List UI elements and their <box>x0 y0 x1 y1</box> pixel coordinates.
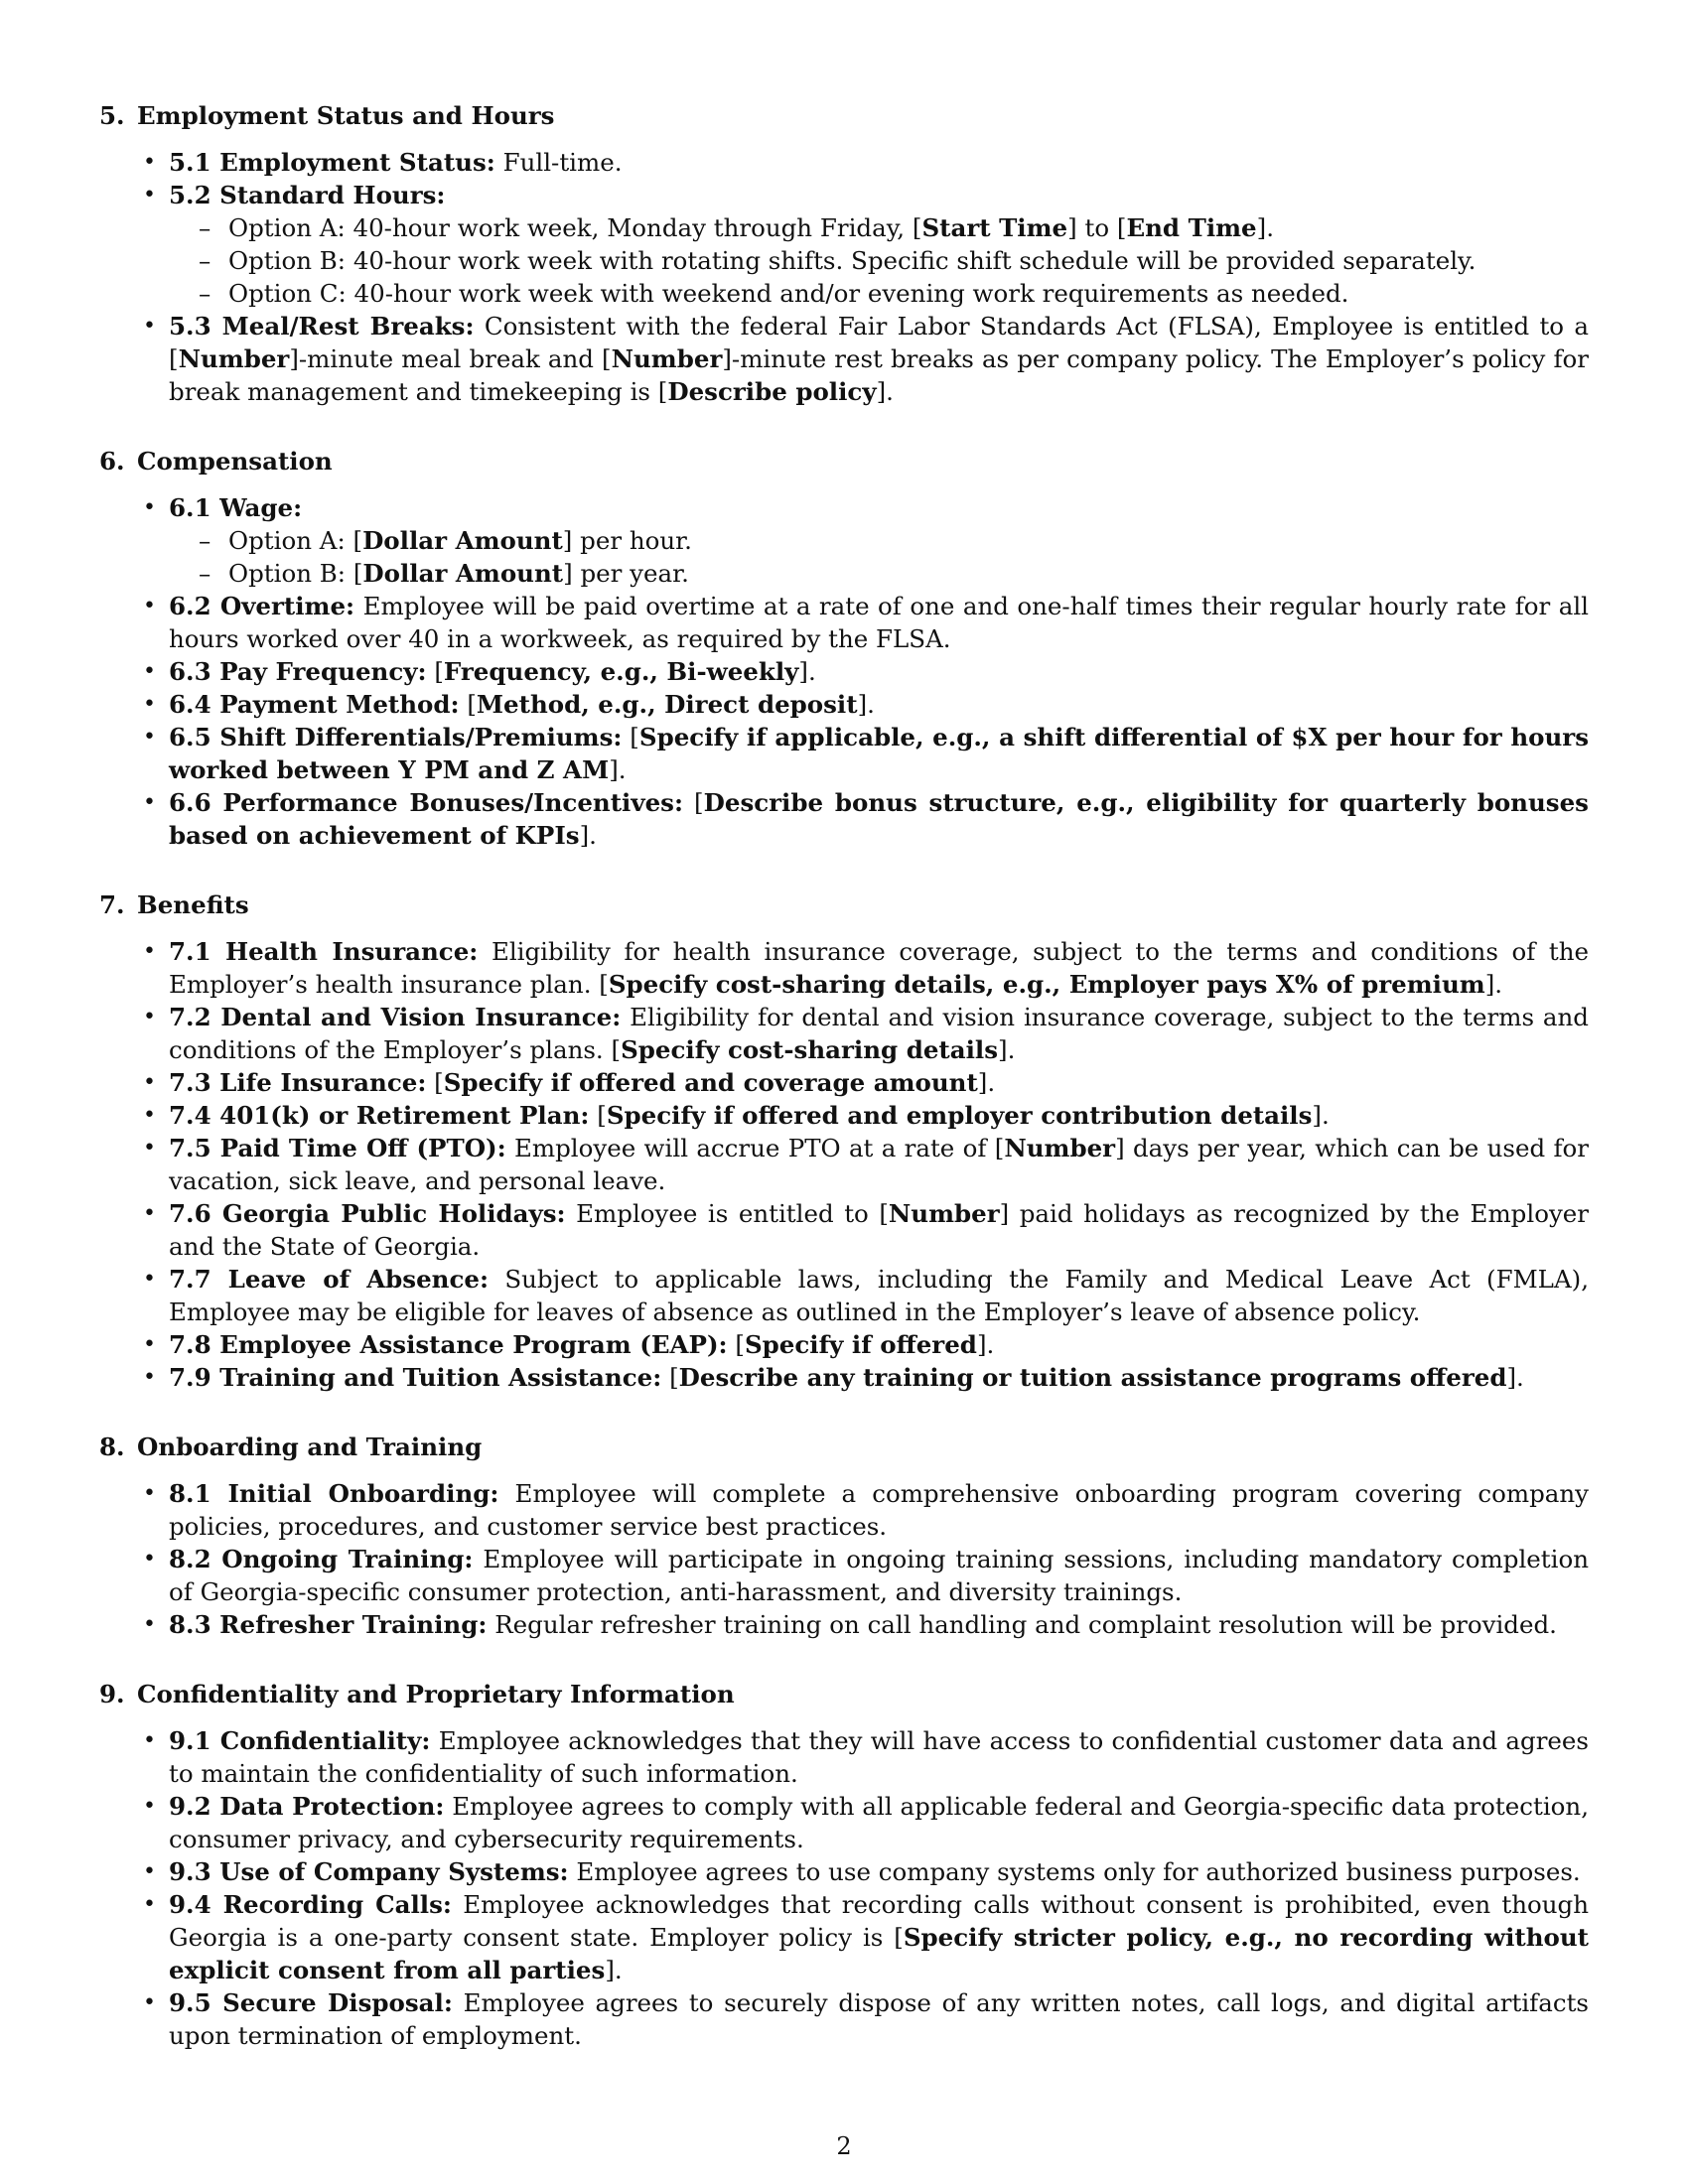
bold-text: 6.2 Overtime: <box>169 592 355 620</box>
text: Option A: [ <box>228 526 363 555</box>
text: ]. <box>1506 1363 1524 1392</box>
bold-text: 8.3 Refresher Training: <box>169 1610 488 1639</box>
text: [ <box>727 1330 745 1359</box>
item-list <box>99 935 1589 1394</box>
bold-text: 5.3 Meal/Rest Breaks: <box>169 312 475 341</box>
list-item <box>169 1328 1589 1361</box>
text: [ <box>622 723 639 751</box>
bold-text: Dollar Amount <box>362 526 563 555</box>
bold-text: 7.6 Georgia Public Holidays: <box>169 1199 566 1228</box>
list-item <box>169 310 1589 408</box>
bold-text: Describe policy <box>667 377 877 406</box>
text: [ <box>661 1363 679 1392</box>
text: ] per year. <box>563 559 689 588</box>
text: ]. <box>857 690 875 719</box>
text: Option A: 40-hour work week, Monday through Friday, [ <box>228 213 922 242</box>
bold-text: Number <box>1004 1134 1116 1162</box>
bold-text: 8.2 Ongoing Training: <box>169 1545 474 1573</box>
item-list <box>99 491 1589 852</box>
list-item <box>169 590 1589 655</box>
list-item <box>169 1724 1589 1790</box>
section-heading <box>99 445 1589 478</box>
section <box>99 445 1589 852</box>
text: ] per hour. <box>562 526 692 555</box>
text: [ <box>426 1068 444 1097</box>
list-item <box>169 1608 1589 1641</box>
text: ]. <box>605 1956 623 1984</box>
section-number: 6. <box>99 447 125 476</box>
section-heading <box>99 99 1589 132</box>
bold-text: 8.1 Initial Onboarding: <box>169 1479 499 1508</box>
document-body <box>99 99 1589 2089</box>
text: Eligibility for dental and vision insurance coverage, subject to the terms and conditions of the Employer’s plans. [ <box>169 1003 1589 1064</box>
text: [ <box>459 690 477 719</box>
list-item <box>169 688 1589 721</box>
bold-text: Frequency, e.g., Bi-weekly <box>443 657 799 686</box>
bold-text: Specify if applicable, e.g., a shift differential of $X per hour for hours worked between Y PM and Z AM <box>169 723 1589 784</box>
bold-text: Describe bonus structure, e.g., eligibility for quarterly bonuses based on achievement of KPIs <box>169 788 1589 850</box>
text: ]. <box>976 1330 995 1359</box>
text: Employee will be paid overtime at a rate of one and one-half times their regular hourly rate for all hours worked over 40 in a workweek, as required by the FLSA. <box>169 592 1590 653</box>
bold-text: Method, e.g., Direct deposit <box>476 690 858 719</box>
text: Full-time. <box>494 148 623 177</box>
text: ]. <box>798 657 816 686</box>
list-item <box>169 655 1589 688</box>
text: Subject to applicable laws, including the Family and Medical Leave Act (FMLA), Employee may be eligible for leaves of absence as outlined in the Employer’s leave of absence policy. <box>169 1265 1589 1326</box>
option-item <box>228 524 1589 557</box>
section-number: 7. <box>99 890 125 919</box>
section <box>99 1678 1589 2052</box>
list-item <box>169 1361 1589 1394</box>
bold-text: Start Time <box>921 213 1068 242</box>
bold-text: Specify if offered and coverage amount <box>443 1068 978 1097</box>
text: Employee will complete a comprehensive onboarding program covering company policies, procedures, and customer service best practices. <box>169 1479 1590 1541</box>
list-item <box>169 1263 1589 1328</box>
list-item <box>169 1066 1589 1099</box>
item-list <box>99 1724 1589 2052</box>
section-title: Compensation <box>137 447 333 476</box>
option-item <box>228 244 1589 277</box>
bold-text: 9.1 Confidentiality: <box>169 1726 431 1755</box>
section-number: 8. <box>99 1433 125 1461</box>
list-item <box>169 1477 1589 1543</box>
text: [ <box>426 657 444 686</box>
list-item <box>169 721 1589 786</box>
bold-text: 6.4 Payment Method: <box>169 690 460 719</box>
section-title: Confidentiality and Proprietary Information <box>137 1680 735 1708</box>
text: Employee agrees to use company systems only for authorized business purposes. <box>568 1857 1581 1886</box>
list-item <box>169 1099 1589 1132</box>
list-item <box>169 786 1589 852</box>
text: ]. <box>1484 970 1503 999</box>
list-item <box>169 146 1589 179</box>
list-item <box>169 1132 1589 1197</box>
bold-text: 6.3 Pay Frequency: <box>169 657 427 686</box>
section-heading <box>99 888 1589 921</box>
text: ]. <box>579 821 597 850</box>
bold-text: Dollar Amount <box>362 559 564 588</box>
text: Eligibility for health insurance coverage, subject to the terms and conditions of the Employer’s health insurance plan. [ <box>169 937 1590 999</box>
page-number: 2 <box>836 2132 852 2160</box>
item-list <box>99 146 1589 408</box>
text: Option C: 40-hour work week with weekend and/or evening work requirements as needed. <box>228 279 1349 308</box>
list-item <box>169 1855 1589 1888</box>
bold-text: Specify if offered and employer contribution details <box>606 1101 1313 1130</box>
section-number: 5. <box>99 101 125 130</box>
bold-text: 5.2 Standard Hours: <box>169 181 446 209</box>
bold-text: 7.4 401(k) or Retirement Plan: <box>169 1101 590 1130</box>
text: ] days per year, which can be used for vacation, sick leave, and personal leave. <box>169 1134 1590 1195</box>
text: ]. <box>1312 1101 1330 1130</box>
bold-text: Number <box>611 344 723 373</box>
text: Employee is entitled to [ <box>565 1199 889 1228</box>
list-item <box>169 1986 1589 2052</box>
section <box>99 1431 1589 1641</box>
list-item <box>169 1197 1589 1263</box>
bold-text: 9.3 Use of Company Systems: <box>169 1857 569 1886</box>
text: ]. <box>998 1035 1016 1064</box>
bold-text: Specify cost-sharing details <box>621 1035 999 1064</box>
bold-text: 6.6 Performance Bonuses/Incentives: <box>169 788 684 817</box>
list-item <box>169 1543 1589 1608</box>
text: Regular refresher training on call handling and complaint resolution will be provided. <box>487 1610 1557 1639</box>
text: ] to [ <box>1067 213 1127 242</box>
text: ]. <box>609 755 627 784</box>
bold-text: 7.7 Leave of Absence: <box>169 1265 490 1294</box>
bold-text: Specify if offered <box>744 1330 977 1359</box>
text: Employee agrees to securely dispose of any written notes, call logs, and digital artifacts upon termination of employment. <box>169 1988 1589 2050</box>
text: ]-minute meal break and [ <box>289 344 612 373</box>
bold-text: 7.3 Life Insurance: <box>169 1068 427 1097</box>
text: [ <box>589 1101 607 1130</box>
bold-text: Describe any training or tuition assistance programs offered <box>678 1363 1507 1392</box>
section <box>99 888 1589 1394</box>
option-item <box>228 277 1589 310</box>
bold-text: End Time <box>1126 213 1257 242</box>
bold-text: Number <box>888 1199 1000 1228</box>
section-title: Benefits <box>137 890 249 919</box>
bold-text: 7.5 Paid Time Off (PTO): <box>169 1134 506 1162</box>
list-item <box>169 1790 1589 1855</box>
list-item <box>169 491 1589 590</box>
bold-text: 7.2 Dental and Vision Insurance: <box>169 1003 622 1031</box>
bold-text: 7.9 Training and Tuition Assistance: <box>169 1363 662 1392</box>
bold-text: 5.1 Employment Status: <box>169 148 495 177</box>
bold-text: 9.4 Recording Calls: <box>169 1890 452 1919</box>
section-heading <box>99 1431 1589 1463</box>
section <box>99 99 1589 408</box>
list-item <box>169 935 1589 1001</box>
text: Option B: 40-hour work week with rotating shifts. Specific shift schedule will be provided separately. <box>228 246 1477 275</box>
bold-text: 9.5 Secure Disposal: <box>169 1988 453 2017</box>
list-item <box>169 1888 1589 1986</box>
bold-text: 6.5 Shift Differentials/Premiums: <box>169 723 623 751</box>
list-item <box>169 179 1589 310</box>
bold-text: 9.2 Data Protection: <box>169 1792 445 1821</box>
bold-text: 7.1 Health Insurance: <box>169 937 479 966</box>
section-title: Onboarding and Training <box>137 1433 483 1461</box>
text: ]. <box>977 1068 996 1097</box>
item-list <box>99 1477 1589 1641</box>
list-item <box>169 1001 1589 1066</box>
text: ]-minute rest breaks as per company policy. The Employer’s policy for break management and timekeeping is [ <box>169 344 1589 406</box>
bold-text: 7.8 Employee Assistance Program (EAP): <box>169 1330 728 1359</box>
text: Employee agrees to comply with all applicable federal and Georgia-specific data protection, consumer privacy, and cybersecurity requirements. <box>169 1792 1589 1853</box>
option-item <box>228 211 1589 244</box>
bold-text: Number <box>178 344 290 373</box>
option-item <box>228 557 1589 590</box>
text: ]. <box>876 377 894 406</box>
text: Consistent with the federal Fair Labor Standards Act (FLSA), Employee is entitled to a [ <box>169 312 1589 373</box>
bold-text: Specify cost-sharing details, e.g., Employer pays X% of premium <box>608 970 1485 999</box>
option-list <box>169 524 1589 590</box>
text: Option B: [ <box>228 559 363 588</box>
text: Employee acknowledges that they will have access to confidential customer data and agrees to maintain the confidentiality of such information. <box>169 1726 1589 1788</box>
bold-text: 6.1 Wage: <box>169 493 303 522</box>
section-title: Employment Status and Hours <box>137 101 555 130</box>
text: ] paid holidays as recognized by the Employer and the State of Georgia. <box>169 1199 1589 1261</box>
option-list <box>169 211 1589 310</box>
text: ]. <box>1256 213 1274 242</box>
section-number: 9. <box>99 1680 125 1708</box>
text: [ <box>683 788 704 817</box>
text: Employee will participate in ongoing training sessions, including mandatory completion of Georgia-specific consumer protection, anti-harassment, and diversity trainings. <box>169 1545 1589 1606</box>
bold-text: Specify stricter policy, e.g., no recording without explicit consent from all parties <box>169 1923 1589 1984</box>
section-heading <box>99 1678 1589 1710</box>
text: Employee will accrue PTO at a rate of [ <box>505 1134 1005 1162</box>
text: Employee acknowledges that recording calls without consent is prohibited, even though Georgia is a one-party consent state. Employer policy is [ <box>169 1890 1589 1952</box>
